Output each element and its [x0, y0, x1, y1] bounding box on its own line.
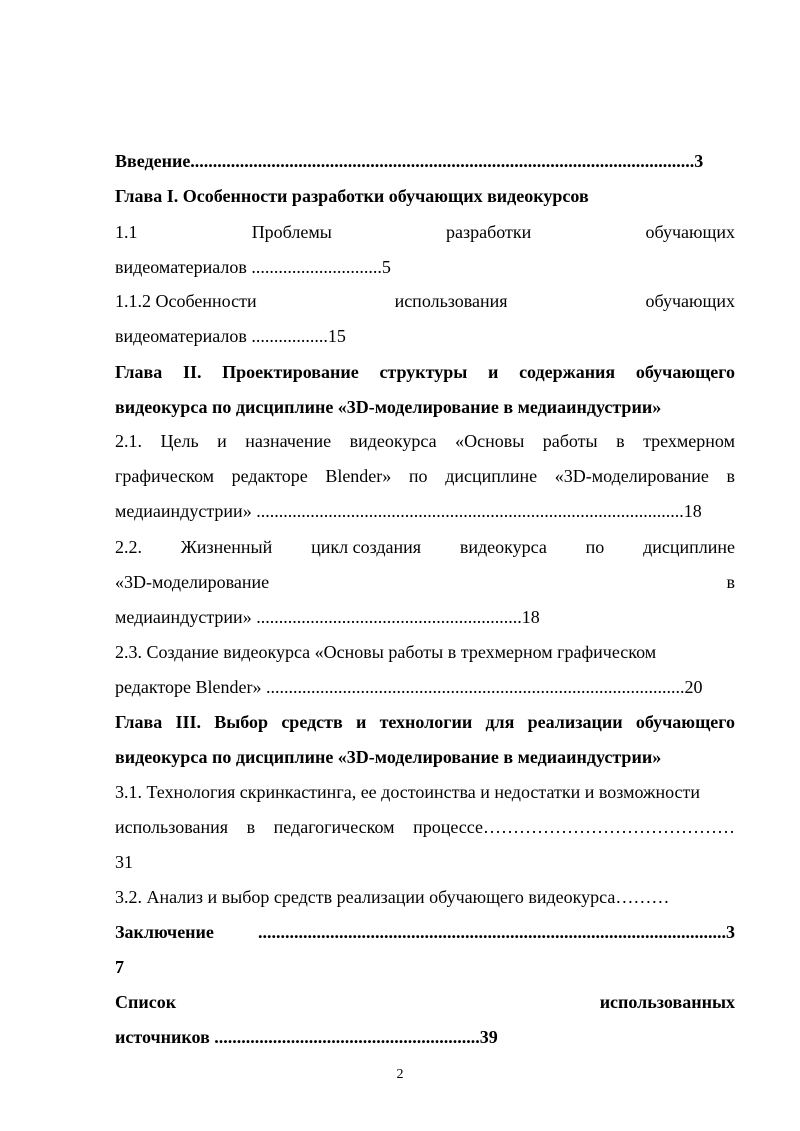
- toc-word: обучающих: [645, 222, 735, 242]
- toc-entry-3-1-line-2: [115, 816, 735, 838]
- toc-entry-3-2: 3.2. Анализ и выбор средств реализации обучающего видеокурса………: [115, 887, 670, 907]
- toc-word: педагогическом: [273, 817, 395, 837]
- toc-word: средств: [281, 712, 343, 732]
- toc-entry-1-1-2-line-2: видеоматериалов .................15: [115, 326, 346, 346]
- toc-word: процессе……………………………………: [413, 817, 735, 837]
- toc-entry-2-2-line-2: [115, 571, 735, 593]
- toc-word: использованных: [599, 992, 735, 1012]
- toc-word: использования: [394, 291, 508, 311]
- toc-word: обучающего: [635, 712, 735, 732]
- toc-entry-1-1-line-1: [115, 221, 735, 243]
- toc-word: «3D-моделирование: [554, 466, 709, 486]
- toc-word: Глава: [115, 362, 163, 382]
- toc-word: трехмерном: [643, 431, 735, 451]
- toc-word: цикл создания: [311, 537, 422, 557]
- toc-word: видеокурса: [349, 431, 437, 451]
- toc-word: ........................................................................................................3: [258, 922, 735, 942]
- toc-entry-conclusion-line-1: [115, 921, 735, 943]
- toc-word: графическом: [115, 466, 215, 486]
- toc-entry-1-1-2-line-1: [115, 290, 735, 312]
- toc-entry-2-2-line-3: медиаиндустрии» ...........................................................18: [115, 607, 540, 627]
- toc-entry-2-1-line-3: медиаиндустрии» ...............................................................................................18: [115, 501, 702, 521]
- toc-entry-references-line-2: источников ...........................................................39: [115, 1027, 498, 1047]
- toc-entry-2-3-line-1: 2.3. Создание видеокурса «Основы работы в трехмерном графическом: [115, 642, 657, 662]
- toc-entry-chapter-1: Глава I. Особенности разработки обучающих видеокурсов: [115, 186, 589, 206]
- toc-word: содержания: [519, 362, 616, 382]
- toc-word: для: [485, 712, 515, 732]
- toc-entry-3-1-line-1: 3.1. Технология скринкастинга, ее достоинства и недостатки и возможности: [115, 782, 701, 802]
- toc-word: Проектирование: [222, 362, 359, 382]
- toc-word: II.: [182, 362, 202, 382]
- toc-entry-2-1-line-2: [115, 465, 735, 487]
- toc-word: структуры: [379, 362, 468, 382]
- toc-word: Blender»: [325, 466, 392, 486]
- toc-word: технологии: [379, 712, 473, 732]
- toc-word: Выбор: [214, 712, 269, 732]
- toc-word: Список: [115, 992, 177, 1012]
- toc-word: в: [726, 572, 735, 592]
- toc-entry-intro: Введение................................................................................................................3: [115, 151, 704, 171]
- page-number: 2: [396, 1067, 404, 1082]
- toc-word: видеокурса: [459, 537, 547, 557]
- toc-word: Глава: [115, 712, 163, 732]
- toc-word: Цель: [160, 431, 199, 451]
- toc-entry-chapter-2-line-1: [115, 361, 735, 383]
- toc-word: и: [488, 362, 499, 382]
- toc-word: дисциплине: [643, 537, 735, 557]
- toc-entry-conclusion-line-2: 7: [115, 957, 124, 977]
- toc-entry-chapter-3-line-1: [115, 711, 735, 733]
- toc-entry-references-line-1: [115, 991, 735, 1013]
- toc-word: Проблемы: [251, 222, 332, 242]
- toc-entry-2-1-line-1: [115, 430, 735, 452]
- toc-word: назначение: [245, 431, 332, 451]
- toc-word: в: [726, 466, 735, 486]
- toc-word: разработки: [446, 222, 532, 242]
- toc-word: редакторе: [231, 466, 308, 486]
- toc-word: реализации: [527, 712, 623, 732]
- toc-word: обучающего: [635, 362, 735, 382]
- toc-word: III.: [175, 712, 201, 732]
- toc-word: по: [408, 466, 428, 486]
- toc-word: в: [246, 817, 256, 837]
- toc-word: и: [217, 431, 227, 451]
- toc-entry-chapter-2-line-2: видеокурса по дисциплине «3D-моделирование в медиаиндустрии»: [115, 397, 662, 417]
- toc-word: использования: [115, 817, 229, 837]
- toc-word: работы: [542, 431, 598, 451]
- toc-entry-3-1-line-3: 31: [115, 852, 133, 872]
- toc-word: по: [585, 537, 605, 557]
- toc-word: и: [355, 712, 367, 732]
- toc-word: обучающих: [645, 291, 735, 311]
- toc-word: 2.1.: [115, 431, 142, 451]
- toc-word: Жизненный: [180, 537, 273, 557]
- toc-entry-2-3-line-2: редакторе Blender» .............................................................................................20: [115, 677, 703, 697]
- toc-word: 1.1.2 Особенности: [115, 291, 257, 311]
- toc-word: 1.1: [115, 222, 138, 242]
- toc-word: «Основы: [455, 431, 525, 451]
- toc-word: в: [616, 431, 625, 451]
- toc-entry-2-2-line-1: [115, 536, 735, 558]
- toc-word: дисциплине: [445, 466, 538, 486]
- toc-entry-1-1-line-2: видеоматериалов .............................5: [115, 257, 391, 277]
- toc-word: 2.2.: [115, 537, 142, 557]
- toc-entry-chapter-3-line-2: видеокурса по дисциплине «3D-моделирование в медиаиндустрии»: [115, 747, 662, 767]
- toc-word: «3D-моделирование: [115, 572, 270, 592]
- toc-word: Заключение: [115, 922, 214, 942]
